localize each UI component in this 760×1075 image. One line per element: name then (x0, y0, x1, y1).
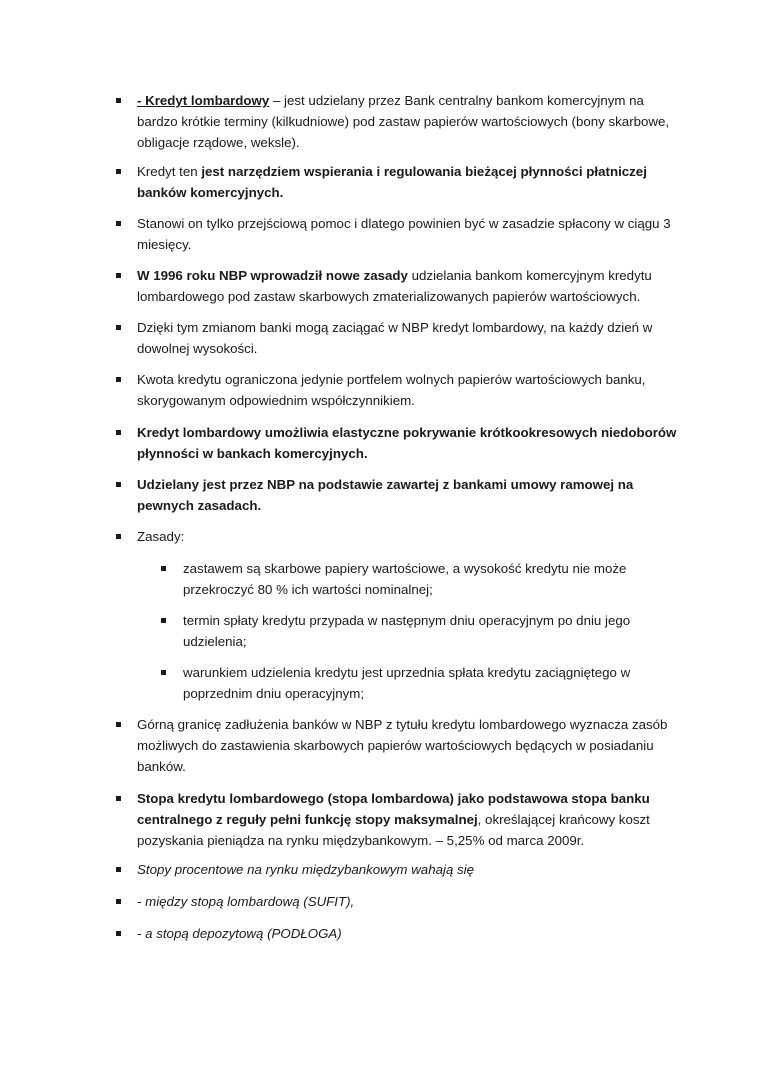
list-item (137, 923, 677, 944)
list-item (137, 265, 677, 307)
bullet-icon (116, 899, 121, 904)
list-item (137, 859, 677, 880)
item-text: Kredyt ten (137, 164, 202, 179)
item-bold-text: Kredyt lombardowy umożliwia elastyczne pokrywanie krótkookresowych niedoborów płynności w bankach komercyjnych. (137, 425, 677, 461)
item-bold-text: Stopa kredytu lombardowego (stopa lombardowa) jako podstawowa stopa banku centralnego z reguły pełni funkcję stopy maksymalnej (137, 791, 650, 827)
list-item (137, 526, 677, 547)
bullet-icon (116, 325, 121, 330)
item-text: Kwota kredytu ograniczona jedynie portfelem wolnych papierów wartościowych banku, skorygowanym odpowiednim współczynnikiem. (137, 372, 646, 408)
term-heading: - Kredyt lombardowy (137, 93, 270, 108)
list-item (137, 90, 677, 153)
sub-item-text: zastawem są skarbowe papiery wartościowe, a wysokość kredytu nie może przekroczyć 80 % ich wartości nominalnej; (183, 561, 627, 597)
bullet-icon (116, 221, 121, 226)
item-text: – jest udzielany przez Bank centralny bankom komercyjnym na bardzo krótkie terminy (kilkudniowe) pod zastaw papierów wartościowych (bony skarbowe, obligacje rządowe, weksle). (137, 93, 670, 150)
bullet-icon (116, 430, 121, 435)
bullet-icon (116, 482, 121, 487)
item-text: Stanowi on tylko przejściową pomoc i dlatego powinien być w zasadzie spłacony w ciągu 3 miesięcy. (137, 216, 671, 252)
sub-bullet-icon (161, 566, 166, 571)
list-item (137, 714, 677, 777)
item-text: udzielania bankom komercyjnym kredytu lombardowego pod zastaw skarbowych zmaterializowanych papierów wartościowych. (137, 268, 652, 304)
sub-list-item (183, 662, 638, 704)
list-item (137, 369, 677, 411)
sub-bullet-icon (161, 670, 166, 675)
list-item (137, 422, 677, 464)
item-bold-text: jest narzędziem wspierania i regulowania bieżącej płynności płatniczej banków komercyjnych. (137, 164, 647, 200)
bullet-icon (116, 931, 121, 936)
item-italic-text: - między stopą lombardową (SUFIT), (137, 894, 355, 909)
item-bold-text: Udzielany jest przez NBP na podstawie zawartej z bankami umowy ramowej na pewnych zasadach. (137, 477, 634, 513)
bullet-icon (116, 169, 121, 174)
sub-list-item (183, 558, 638, 600)
list-item (137, 317, 677, 359)
list-item (137, 213, 677, 255)
sub-item-text: termin spłaty kredytu przypada w następnym dniu operacyjnym po dniu jego udzielenia; (183, 613, 631, 649)
list-item (137, 891, 677, 912)
list-item (137, 161, 677, 203)
item-text: Dzięki tym zmianom banki mogą zaciągać w NBP kredyt lombardowy, na każdy dzień w dowolnej wysokości. (137, 320, 653, 356)
bullet-icon (116, 98, 121, 103)
bullet-icon (116, 796, 121, 801)
item-italic-text: Stopy procentowe na rynku międzybankowym wahają się (137, 862, 475, 877)
list-item (137, 788, 677, 851)
sub-bullet-icon (161, 618, 166, 623)
bullet-icon (116, 534, 121, 539)
item-italic-text: - a stopą depozytową (PODŁOGA) (137, 926, 342, 941)
item-bold-text: W 1996 roku NBP wprowadził nowe zasady (137, 268, 408, 283)
item-text: Zasady: (137, 529, 185, 544)
item-text: , określającej krańcowy koszt pozyskania pieniądza na rynku międzybankowym. – 5,25% od marca 2009r. (137, 812, 650, 848)
bullet-icon (116, 273, 121, 278)
bullet-icon (116, 377, 121, 382)
sub-list-item (183, 610, 638, 652)
item-text: Górną granicę zadłużenia banków w NBP z tytułu kredytu lombardowego wyznacza zasób możliwych do zastawienia skarbowych papierów wartościowych będących w posiadaniu banków. (137, 717, 668, 774)
list-item (137, 474, 677, 516)
sub-item-text: warunkiem udzielenia kredytu jest uprzednia spłata kredytu zaciągniętego w poprzednim dniu operacyjnym; (183, 665, 631, 701)
bullet-icon (116, 722, 121, 727)
bullet-icon (116, 867, 121, 872)
